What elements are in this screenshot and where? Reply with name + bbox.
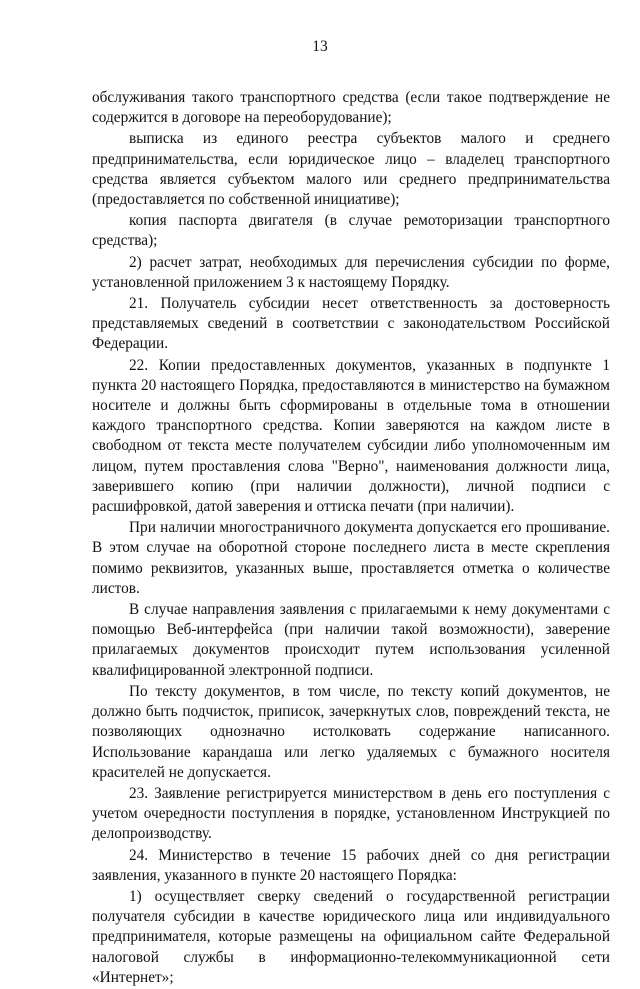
paragraph-no-corrections: По тексту документов, в том числе, по тексту копий документов, не должно быть подчисток, приписок, зачеркнутых слов, повреждений текста, не позволяющих однозначно истолковать содержание написанного. Использование карандаша или легко удаляемых с бумажного носителя красителей не допускается. xyxy=(92,682,610,781)
paragraph-web-interface: В случае направления заявления с прилагаемыми к нему документами с помощью Веб-интерфейса (при наличии такой возможности), заверение прилагаемых документов происходит путем использования усиленной квалифицированной электронной подписи. xyxy=(92,601,610,679)
paragraph-23: 23. Заявление регистрируется министерством в день его поступления с учетом очередности поступления в порядке, установленном Инструкцией по делопроизводству. xyxy=(92,784,610,843)
paragraph-engine-passport: копия паспорта двигателя (в случае ремоторизации транспортного средства); xyxy=(92,212,610,250)
paragraph-registry-extract: выписка из единого реестра субъектов малого и среднего предпринимательства, если юридическое лицо – владелец транспортного средства является субъектом малого или среднего предпринимательства (предоставляется по собственной инициативе); xyxy=(92,130,610,209)
paragraph-22: 22. Копии предоставленных документов, указанных в подпункте 1 пункта 20 настоящего Порядка, предоставляются в министерство на бумажном носителе и должны быть сформированы в отдельные тома в отношении каждого транспортного средства. Копии заверяются на каждом листе в свободном от текста месте получателем субсидии либо уполномоченным им лицом, путем проставления слова "Верно", наименования должности лица, заверившего копию (при наличии должности), личной подписи с расшифровкой, датой заверения и оттиска печати (при наличии). xyxy=(92,356,610,516)
document-body xyxy=(92,88,610,989)
page-number: 13 xyxy=(312,38,328,55)
paragraph-24-item-1: 1) осуществляет сверку сведений о государственной регистрации получателя субсидии в качестве юридического лица или индивидуального предпринимателя, которые размещены на официальном сайте Федеральной налоговой службы в информационно-телекоммуникационной сети «Интернет»; xyxy=(92,887,610,986)
paragraph-24: 24. Министерство в течение 15 рабочих дней со дня регистрации заявления, указанного в пункте 20 настоящего Порядка: xyxy=(92,846,610,884)
paragraph-21: 21. Получатель субсидии несет ответственность за достоверность представляемых сведений в соответствии с законодательством Российской Федерации. xyxy=(92,295,610,353)
paragraph-cost-calculation: 2) расчет затрат, необходимых для перечисления субсидии по форме, установленной приложением 3 к настоящему Порядку. xyxy=(92,253,610,291)
paragraph-multipage: При наличии многостраничного документа допускается его прошивание. В этом случае на оборотной стороне последнего листа в месте скрепления помимо реквизитов, указанных выше, проставляется отметка о количестве листов. xyxy=(92,519,610,597)
paragraph-continuation: обслуживания такого транспортного средства (если такое подтверждение не содержится в договоре на переоборудование); xyxy=(92,89,610,127)
